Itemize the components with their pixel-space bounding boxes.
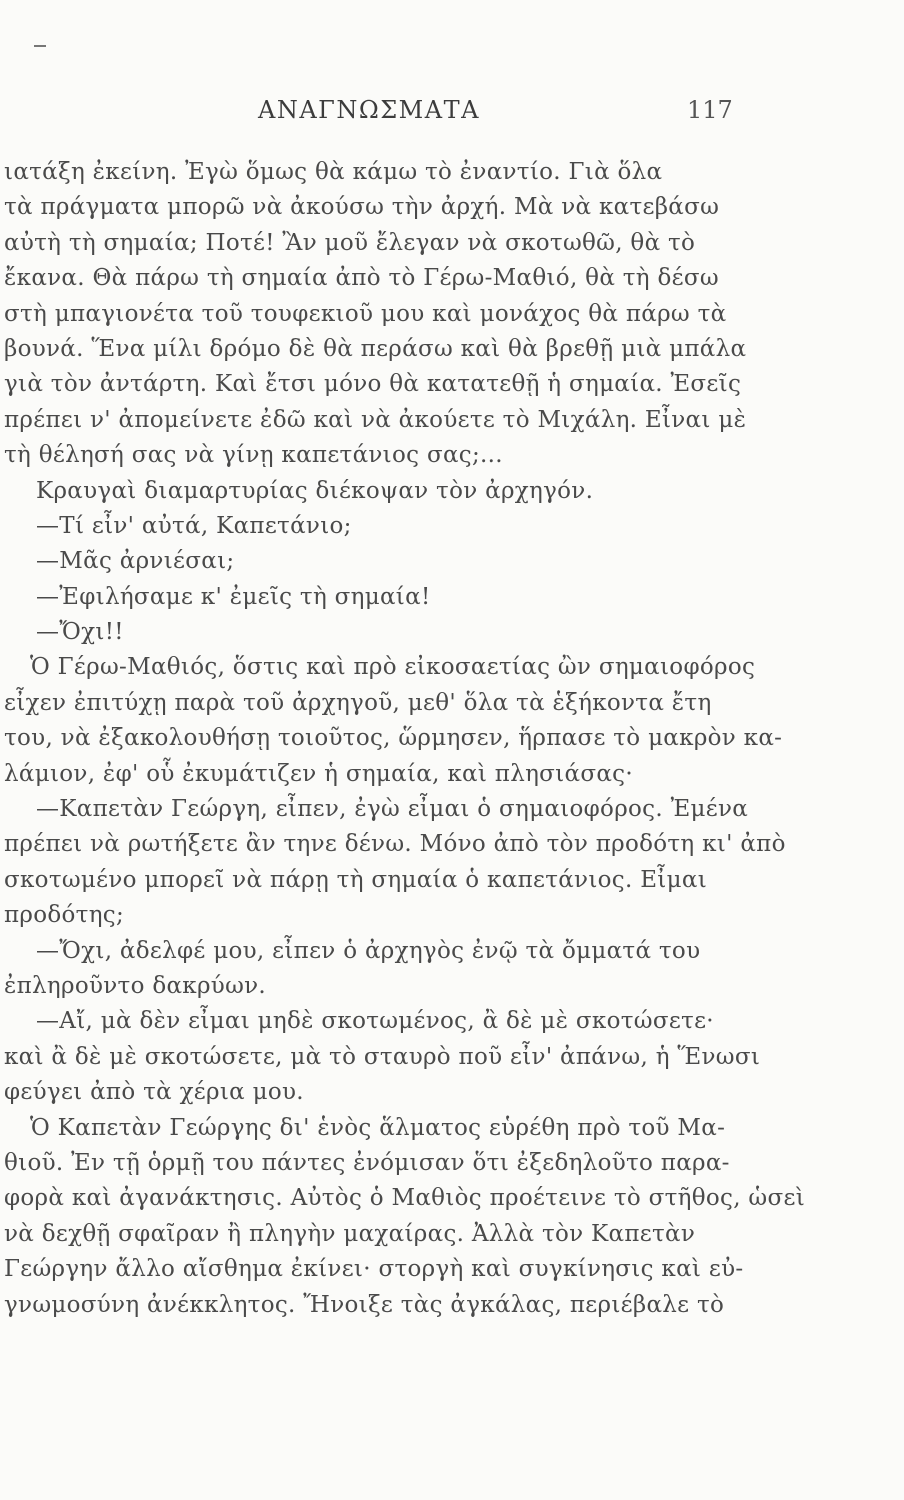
text-line: γνωμοσύνη ἀνέκκλητος. Ἤνοιξε τὰς ἀγκάλας, περιέβαλε τὸ [4, 1291, 725, 1318]
text-line: προδότης; [4, 902, 125, 929]
text-line: στὴ μπαγιονέτα τοῦ τουφεκιοῦ μου καὶ μονάχος θὰ πάρω τὰ [4, 300, 727, 327]
text-line: θιοῦ. Ἐν τῇ ὁρμῇ του πάντες ἐνόμισαν ὅτι ἐξεδηλοῦτο παρα- [4, 1149, 730, 1176]
paragraph-start-line: Ὁ Γέρω-Μαθιός, ὅστις καὶ πρὸ εἰκοσαετίας ὢν σημαιοφόρος [30, 654, 756, 681]
text-line: λάμιον, ἐφ' οὗ ἐκυμάτιζεν ἡ σημαία, καὶ πλησιάσας· [4, 760, 633, 787]
paragraph-start-line: Ὁ Καπετὰν Γεώργης δι' ἑνὸς ἅλματος εὑρέθη πρὸ τοῦ Μα- [30, 1114, 726, 1141]
text-line: βουνά. Ἕνα μίλι δρόμο δὲ θὰ περάσω καὶ θὰ βρεθῇ μιὰ μπάλα [4, 335, 747, 362]
paragraph-start-line: Κραυγαὶ διαμαρτυρίας διέκοψαν τὸν ἀρχηγόν. [36, 477, 594, 504]
dialogue-line: —Καπετὰν Γεώργη, εἶπεν, ἐγὼ εἶμαι ὁ σημαιοφόρος. Ἐμένα [36, 796, 749, 823]
text-line: πρέπει νὰ ρωτήξετε ἂν τηνε δένω. Μόνο ἀπὸ τὸν προδότη κι' ἀπὸ [4, 831, 786, 858]
text-line: σκοτωμένο μπορεῖ νὰ πάρῃ τὴ σημαία ὁ καπετάνιος. Εἶμαι [4, 866, 708, 893]
running-title: ΑΝΑΓΝΩΣΜΑΤΑ [258, 96, 480, 124]
text-line: αὐτὴ τὴ σημαία; Ποτέ! Ἂν μοῦ ἔλεγαν νὰ σκοτωθῶ, θὰ τὸ [4, 229, 696, 256]
dialogue-line: —Ὄχι, ἀδελφέ μου, εἶπεν ὁ ἀρχηγὸς ἐνῷ τὰ ὄμματά του [36, 937, 701, 964]
page-number: 117 [687, 96, 733, 124]
text-line: ἔκανα. Θὰ πάρω τὴ σημαία ἀπὸ τὸ Γέρω-Μαθιό, θὰ τὴ δέσω [4, 265, 719, 292]
text-line: νὰ δεχθῇ σφαῖραν ἢ πληγὴν μαχαίρας. Ἀλλὰ τὸν Καπετὰν [4, 1220, 696, 1247]
text-line: ιατάξη ἐκείνη. Ἐγὼ ὅμως θὰ κάμω τὸ ἐναντίο. Γιὰ ὅλα [4, 159, 663, 185]
text-line: Γεώργην ἄλλο αἴσθημα ἐκίνει· στοργὴ καὶ συγκίνησις καὶ εὐ- [4, 1256, 744, 1283]
dialogue-line: —Αἴ, μὰ δὲν εἶμαι μηδὲ σκοτωμένος, ἂ δὲ μὲ σκοτώσετε· [36, 1008, 714, 1035]
text-line: του, νὰ ἐξακολουθήσῃ τοιοῦτος, ὥρμησεν, ἥρπασε τὸ μακρὸν κα- [4, 725, 783, 752]
margin-mark [34, 45, 46, 47]
dialogue-line: —Μᾶς ἀρνιέσαι; [36, 548, 235, 575]
page-header [0, 96, 904, 136]
text-line: φορὰ καὶ ἀγανάκτησις. Αὐτὸς ὁ Μαθιὸς προέτεινε τὸ στῆθος, ὡσεὶ [4, 1185, 806, 1212]
text-line: πρέπει ν' ἀπομείνετε ἐδῶ καὶ νὰ ἀκούετε τὸ Μιχάλη. Εἶναι μὲ [4, 406, 747, 433]
text-line: τὴ θέλησή σας νὰ γίνῃ καπετάνιος σας;... [4, 442, 503, 469]
text-line: ἐπληροῦντο δακρύων. [4, 972, 267, 999]
text-body [0, 155, 904, 1323]
text-line: τὰ πράγματα μπορῶ νὰ ἀκούσω τὴν ἀρχή. Μὰ νὰ κατεβάσω [4, 194, 720, 221]
text-line: εἶχεν ἐπιτύχῃ παρὰ τοῦ ἀρχηγοῦ, μεθ' ὅλα τὰ ἑξήκοντα ἔτη [4, 689, 712, 716]
text-line: γιὰ τὸν ἀντάρτη. Καὶ ἔτσι μόνο θὰ κατατεθῇ ἡ σημαία. Ἐσεῖς [4, 371, 742, 398]
dialogue-line: —Ἐφιλήσαμε κ' ἐμεῖς τὴ σημαία! [36, 583, 431, 610]
text-line: φεύγει ἀπὸ τὰ χέρια μου. [4, 1079, 304, 1106]
text-line: καὶ ἂ δὲ μὲ σκοτώσετε, μὰ τὸ σταυρὸ ποῦ εἶν' ἀπάνω, ἡ Ἕνωσι [4, 1043, 761, 1070]
dialogue-line: —Τί εἶν' αὐτά, Καπετάνιο; [36, 512, 352, 539]
dialogue-line: —Ὄχι!! [36, 619, 124, 646]
